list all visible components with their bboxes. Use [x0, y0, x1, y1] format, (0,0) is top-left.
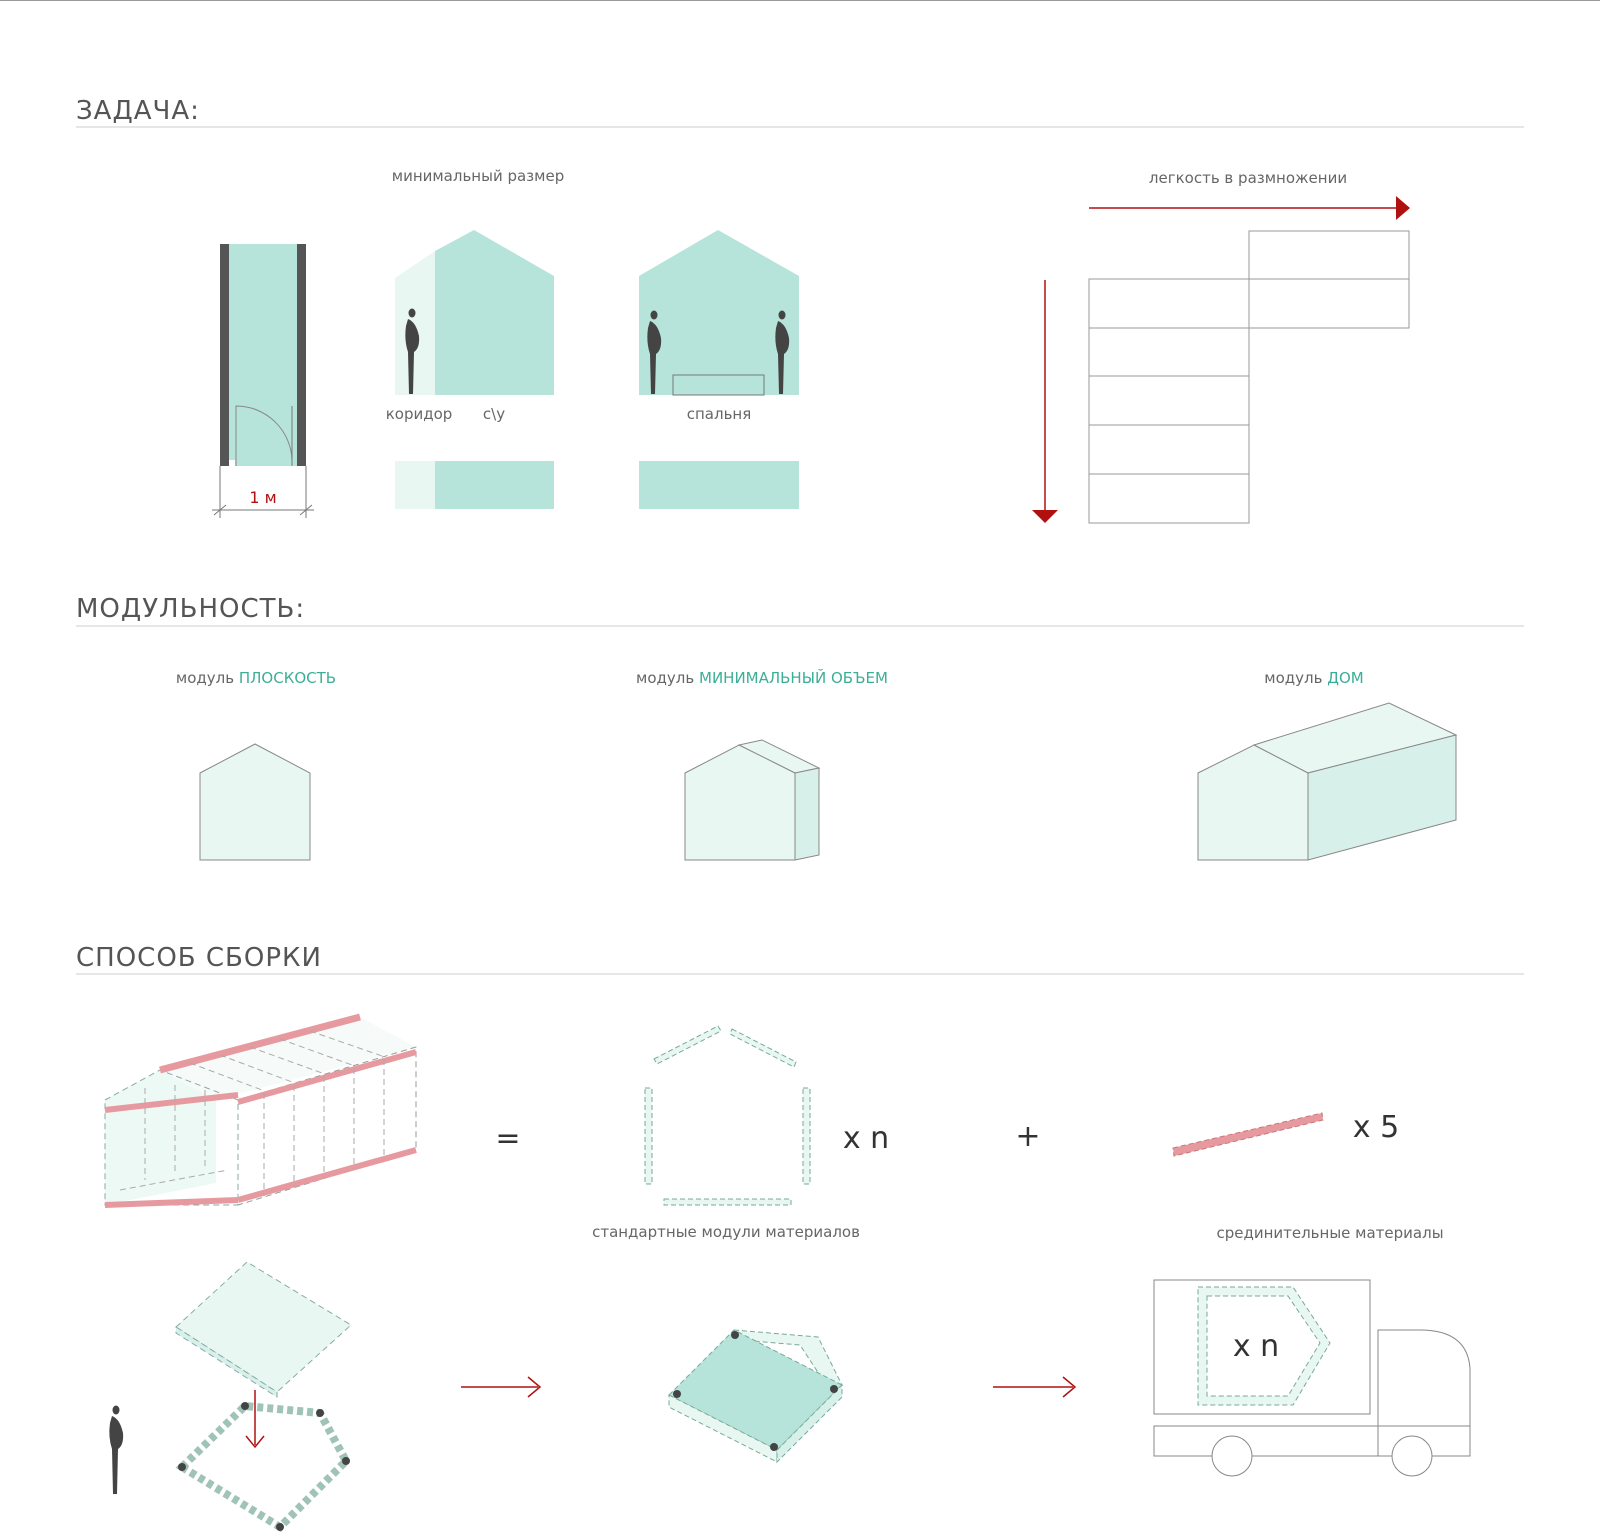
module-house-caption: [1264, 669, 1363, 687]
connecting-materials-label: срединительные материалы: [1216, 1224, 1444, 1242]
arrow-right-icon: [1396, 196, 1410, 220]
plus-sign: +: [1015, 1119, 1041, 1154]
truck-icon: [1154, 1280, 1470, 1476]
times-n-label: x n: [842, 1121, 890, 1156]
module-house-highlight: ДОМ: [1327, 669, 1364, 687]
equals-sign: =: [495, 1121, 521, 1156]
arrow-right-icon: [993, 1377, 1075, 1397]
width-dimension-label: 1 м: [249, 488, 277, 507]
person-silhouette-icon: [109, 1406, 123, 1495]
connecting-beam: [1173, 1113, 1323, 1156]
wc-label: с\у: [482, 405, 506, 423]
section-title-task: ЗАДАЧА:: [76, 96, 200, 126]
truck-load-label: x n: [1232, 1329, 1280, 1364]
standard-modules-exploded: [645, 1026, 810, 1205]
stacked-panels-step: [669, 1330, 842, 1462]
module-volume-caption: [636, 668, 888, 687]
arrow-down-icon: [1032, 510, 1058, 523]
corridor-plan: [212, 244, 314, 518]
module-plane-caption: [176, 669, 336, 687]
frame-assembly-iso: [105, 1017, 416, 1205]
module-volume-highlight: МИНИМАЛЬНЫЙ ОБЪЕМ: [699, 669, 888, 687]
module-plane-highlight: ПЛОСКОСТЬ: [238, 669, 337, 687]
bedroom-section: [639, 230, 799, 509]
min-size-label: минимальный размер: [391, 167, 565, 185]
corridor-wc-section: [386, 230, 554, 509]
module-plane-shape: [200, 744, 310, 860]
arrow-right-icon: [461, 1377, 540, 1397]
multiply-label: легкость в размножении: [1148, 169, 1348, 187]
times-5-label: x 5: [1352, 1110, 1400, 1145]
corridor-label: коридор: [385, 405, 453, 423]
panel-assembly-step: [109, 1262, 351, 1531]
multiplication-diagram: [1032, 169, 1410, 523]
module-prefix: модуль: [1264, 669, 1323, 687]
bedroom-label: спальня: [686, 405, 752, 423]
module-prefix: модуль: [636, 669, 695, 687]
module-volume-shape: [685, 740, 819, 860]
standard-modules-label: стандартные модули материалов: [592, 1223, 860, 1241]
section-title-modularity: МОДУЛЬНОСТЬ:: [76, 594, 306, 624]
module-house-shape: [1198, 703, 1456, 860]
section-title-assembly: СПОСОБ СБОРКИ: [76, 943, 322, 973]
module-prefix: модуль: [175, 669, 235, 687]
